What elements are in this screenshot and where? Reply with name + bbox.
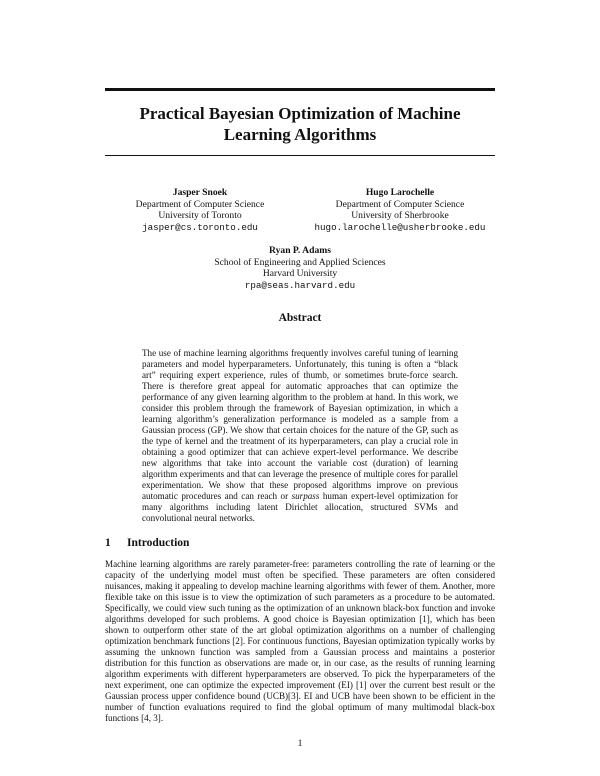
author-inst: Harvard University [262, 268, 338, 279]
author-block [290, 187, 510, 233]
author-name: Hugo Larochelle [365, 187, 435, 198]
section-heading [105, 537, 189, 549]
abstract-heading: Abstract [278, 312, 322, 324]
author-dept: Department of Computer Science [135, 198, 265, 210]
paper-title: Practical Bayesian Optimization of Machine Learning Algorithms [139, 104, 461, 144]
section-title: Introduction [127, 537, 190, 549]
author-name: Jasper Snoek [172, 187, 228, 198]
author-block [115, 187, 285, 233]
abstract-body: The use of machine learning algorithms frequently involves careful tuning of learning parameters and model hyperparameters. Unfortunately, this tuning is often a “black art” requiring expert experience, rules of thumb, or sometimes brute-force search. There is therefore great appeal for automatic approaches that can optimize the performance of any given learning algorithm to the problem at hand. In this work, we consider this problem through the framework of Bayesian optimization, in which a learning algorithm’s generalization performance is modeled as a sample from a Gaussian process (GP). We show that certain choices for the nature of the GP, such as the type of kernel and the treatment of its hyperparameters, can play a crucial role in obtaining a good optimizer that can achieve expert-level performance. We describe new algorithms that take into account the variable cost (duration) of learning algorithm experiments and that can leverage the presence of multiple cores for parallel experimentation. We show that these proposed algorithms improve on previous automatic procedures and can reach or [142, 348, 458, 501]
intro-paragraph: Machine learning algorithms are rarely parameter-free: parameters controlling the rate of learning or the capacity of the underlying model must often be specified. These parameters are often considered nuisances, making it appealing to develop machine learning algorithms with fewer of them. Another, more flexible take on this issue is to view the optimization of such parameters as a procedure to be automated. Specifically, we could view such tuning as the optimization of an unknown black-box function and invoke algorithms developed for such problems. A good choice is Bayesian optimization [1], which has been shown to outperform other state of the art global optimization algorithms on a number of challenging optimization benchmark functions [2]. For continuous functions, Bayesian optimization typically works by assuming the unknown function was sampled from a Gaussian process and maintains a posterior distribution for this function as observations are made or, in our case, as the results of running learning algorithm experiments with different hyperparameters are observed. To pick the hyperparameters of the next experiment, one can optimize the expected improvement (EI) [1] over the current best result or the Gaussian process upper confidence bound (UCB)[3]. EI and UCB have been shown to be efficient in the number of function evaluations required to find the global optimum of many multimodal black-box functions [4, 3]. [105, 559, 495, 723]
title-rule-top [105, 88, 495, 91]
author-inst: University of Toronto [158, 210, 242, 221]
author-block [180, 245, 420, 291]
author-dept: Department of Computer Science [335, 198, 465, 210]
title-rule-bottom [105, 155, 495, 156]
abstract-tail: human expert-level optimization for many algorithms including latent Dirichlet allocation, structured SVMs and convolutional neural networks. [142, 491, 458, 523]
author-inst: University of Sherbrooke [351, 210, 449, 221]
author-email: jasper@cs.toronto.edu [142, 221, 258, 233]
section-number: 1 [105, 537, 111, 549]
page-number: 1 [297, 738, 303, 749]
author-dept: School of Engineering and Applied Sciences [214, 256, 386, 268]
abstract-text [142, 348, 458, 524]
abstract-emphasis: surpass [291, 491, 320, 501]
author-email: rpa@seas.harvard.edu [244, 279, 356, 291]
author-name: Ryan P. Adams [269, 245, 331, 256]
author-email: hugo.larochelle@usherbrooke.edu [314, 221, 486, 233]
